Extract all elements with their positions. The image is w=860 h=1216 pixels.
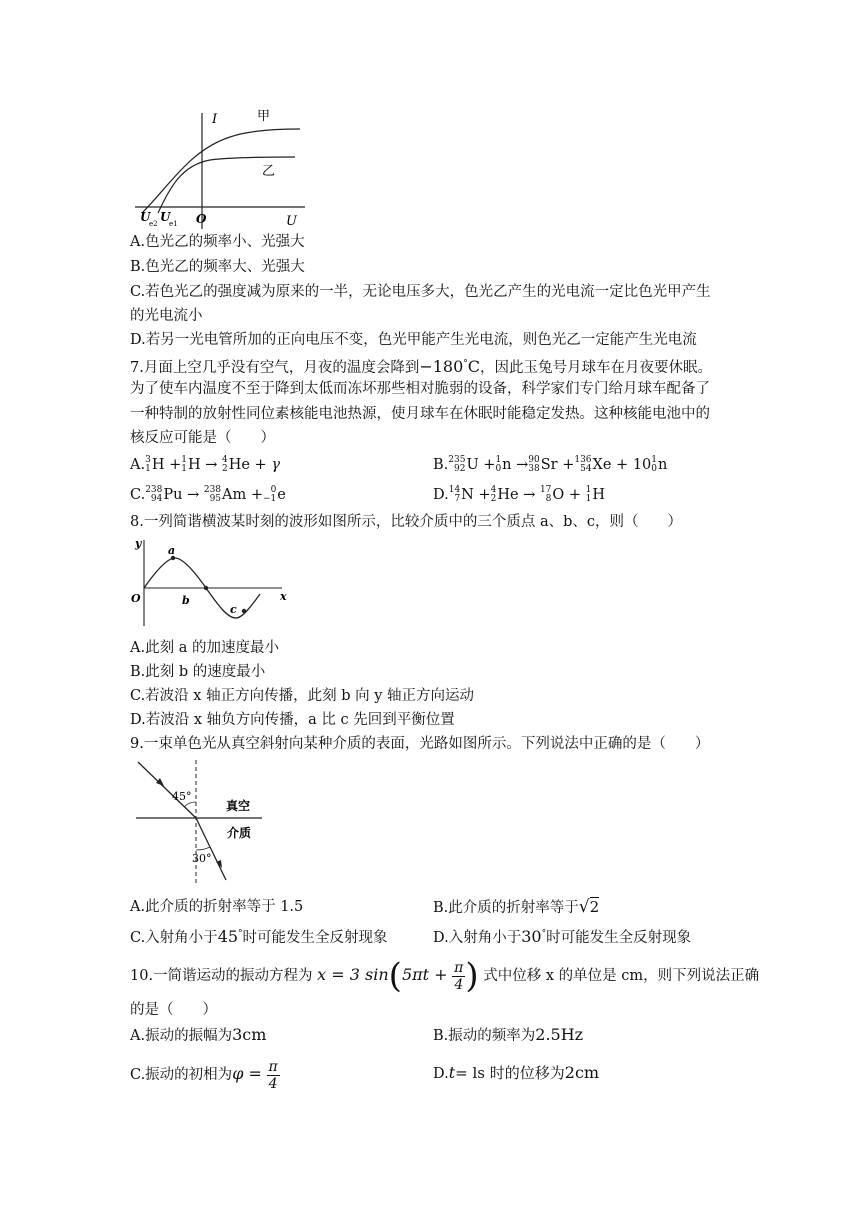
q9-option-b: B.此介质的折射率等于√2 [433,897,600,917]
label-vacuum: 真空 [226,799,251,813]
q8-stem: 8.一列简谐横波某时刻的波形如图所示，比较介质中的三个质点 a、b、c，则（ ） [130,514,682,530]
refraction-figure [130,758,270,886]
curve-jia [142,129,300,213]
q6-option-d: D.若另一光电管所加的正向电压不变，色光甲能产生光电流，则色光乙一定能产生光电流 [130,332,697,348]
label-u: U [286,214,297,229]
q7-line4: 核反应可能是（ ） [130,430,275,446]
label-y: y [135,537,142,550]
q7-option-b: B. 235 92 U + 1 0 n → 90 38 Sr + 136 54 Xe + 10 1 0 n [433,455,668,474]
q8-option-d: D.若波沿 x 轴负方向传播，a 比 c 先回到平衡位置 [130,712,455,728]
q10-option-c: C.振动的初相为φ = $\frac{\pi}{4}$ [130,1058,278,1092]
label-c: c [230,603,237,616]
q8-option-b: B.此刻 b 的速度最小 [130,664,266,680]
label-x: x [280,590,287,603]
refracted-ray [196,818,226,880]
label-jia: 甲 [257,109,271,124]
label-45: 45° [172,790,192,803]
label-b: b [182,594,190,607]
label-ue1: U [160,210,171,224]
label-30: 30° [192,852,212,865]
wave-figure [130,534,290,629]
q9-option-c: C.入射角小于45°时可能发生全反射现象 [130,926,388,946]
q10-stem: 10.一简谐运动的振动方程为 x = 3 sin(5πt + $\frac{\pi}{4}$ ) 式中位移 x 的单位是 cm，则下列说法正确 [130,956,760,996]
point-b [204,586,208,590]
photoelectric-curve-figure [130,105,310,230]
label-a: a [168,544,176,557]
q8-option-a: A.此刻 a 的加速度最小 [130,640,279,656]
angle-arc-30 [196,847,210,850]
label-ue2: U [140,210,151,224]
q9-option-d: D.入射角小于30°时可能发生全反射现象 [433,926,692,946]
label-o: O [196,212,207,226]
q8-option-c: C.若波沿 x 轴正方向传播，此刻 b 向 y 轴正方向运动 [130,688,474,704]
label-ue2-sub: e2 [149,220,158,228]
label-ue1-sub: e1 [169,220,178,228]
q7-option-c: C. 238 94 Pu → 238 95 Am + 0 −1 e [130,485,286,504]
label-yi: 乙 [262,164,276,179]
label-medium: 介质 [227,826,252,840]
q7-option-d: D. 14 7 N + 4 2 He → 17 8 O + 1 1 H [433,485,606,504]
q6-option-c-line1: C.若色光乙的强度减为原来的一半，无论电压多大，色光乙产生的光电流一定比色光甲产生 [130,284,711,300]
q7-line1: 7.月面上空几乎没有空气，月夜的温度会降到−180°C，因此玉兔号月球车在月夜要休眠。 [130,356,713,376]
q7-line3: 一种特制的放射性同位素核能电池热源，使月球车在休眠时能稳定发热。这种核能电池中的 [130,406,710,422]
q9-option-a: A.此介质的折射率等于 1.5 [130,899,304,915]
q9-stem: 9.一束单色光从真空斜射向某种介质的表面，光路如图所示。下列说法中正确的是（ ） [130,736,710,752]
q7-line2: 为了使车内温度不至于降到太低而冻坏那些相对脆弱的设备，科学家们专门给月球车配备了 [130,381,710,397]
q6-option-c-line2: 的光电流小 [130,308,203,324]
q10-option-d: D.t= ls 时的位移为2cm [433,1063,600,1082]
label-i: I [212,112,218,127]
q6-option-b: B.色光乙的频率大、光强大 [130,259,305,275]
q6-option-a: A.色光乙的频率小、光强大 [130,234,305,250]
label-o: O [131,592,141,605]
point-c [242,609,246,613]
q10-option-b: B.振动的频率为2.5Hz [433,1025,584,1044]
q7-option-a: A. 3 1 H + 1 1 H → 4 2 He + γ [130,455,280,474]
incident-arrow [156,778,164,786]
q10-option-a: A.振动的振幅为3cm [130,1025,267,1044]
q10-line2: 的是（ ） [130,1002,217,1018]
